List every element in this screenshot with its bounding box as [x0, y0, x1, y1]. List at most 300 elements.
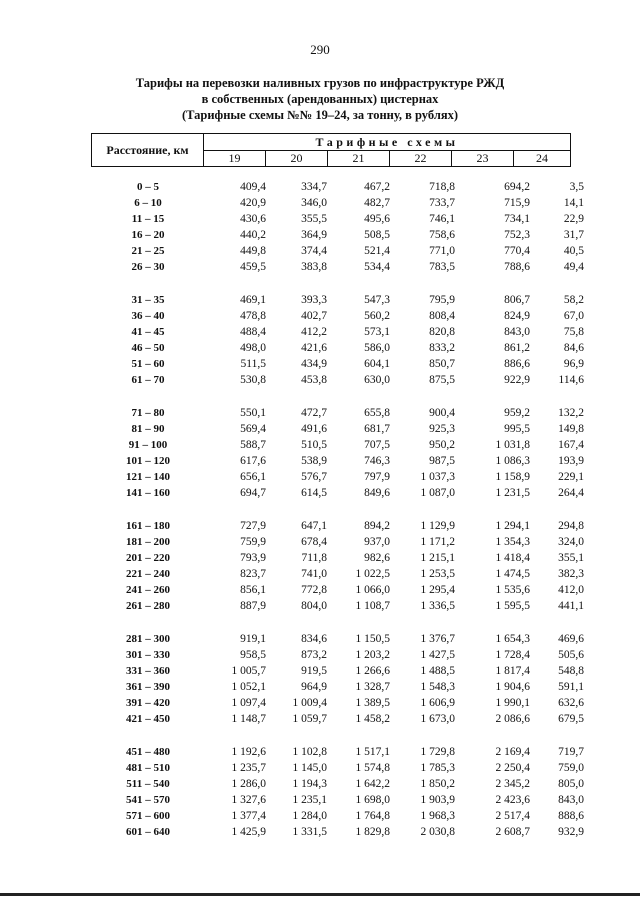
- distance-cell: 331 – 360: [126, 665, 170, 677]
- page-number: 290: [310, 42, 330, 57]
- distance-cell: 101 – 120: [126, 455, 170, 467]
- scheme-23-cell: 2 169,4: [495, 746, 530, 758]
- distance-cell: 0 – 5: [137, 181, 159, 193]
- scheme-19-cell: 694,7: [240, 487, 266, 499]
- scheme-20-cell: 393,3: [301, 294, 327, 306]
- scheme-22-cell: 795,9: [429, 294, 455, 306]
- scheme-19-cell: 1 005,7: [231, 665, 266, 677]
- row-group: [0, 746, 640, 842]
- scheme-20-cell: 1 284,0: [292, 810, 327, 822]
- distance-cell: 71 – 80: [131, 407, 165, 419]
- distance-cell: 391 – 420: [126, 697, 170, 709]
- scheme-21-cell: 1 108,7: [355, 600, 390, 612]
- scheme-24-cell: 193,9: [558, 455, 584, 467]
- scheme-19-cell: 958,5: [240, 649, 266, 661]
- scheme-23-cell: 843,0: [504, 326, 530, 338]
- table-row: [0, 665, 640, 681]
- scheme-20-cell: 412,2: [301, 326, 327, 338]
- distance-cell: 221 – 240: [126, 568, 170, 580]
- scheme-21-cell: 1 066,0: [355, 584, 390, 596]
- distance-cell: 601 – 640: [126, 826, 170, 838]
- scheme-20-cell: 741,0: [301, 568, 327, 580]
- table-row: [0, 455, 640, 471]
- scheme-20-cell: 919,5: [301, 665, 327, 677]
- scheme-20-cell: 1 331,5: [292, 826, 327, 838]
- table-row: [0, 778, 640, 794]
- row-group: [0, 294, 640, 390]
- scheme-22-cell: 1 253,5: [420, 568, 455, 580]
- scheme-20-cell: 834,6: [301, 633, 327, 645]
- scheme-24-cell: 843,0: [558, 794, 584, 806]
- table-row: [0, 407, 640, 423]
- distance-cell: 541 – 570: [126, 794, 170, 806]
- scheme-20-cell: 964,9: [301, 681, 327, 693]
- table-row: [0, 584, 640, 600]
- scheme-21-cell: 630,0: [364, 374, 390, 386]
- scheme-21-cell: 982,6: [364, 552, 390, 564]
- scheme-header: 21: [328, 151, 390, 167]
- scheme-23-cell: 1 474,5: [495, 568, 530, 580]
- table-row: [0, 713, 640, 729]
- scheme-21-cell: 849,6: [364, 487, 390, 499]
- scheme-19-cell: 588,7: [240, 439, 266, 451]
- scheme-19-cell: 1 192,6: [231, 746, 266, 758]
- scheme-24-cell: 3,5: [569, 181, 584, 193]
- scheme-23-cell: 886,6: [504, 358, 530, 370]
- scheme-24-cell: 719,7: [558, 746, 584, 758]
- scheme-22-cell: 1 488,5: [420, 665, 455, 677]
- scheme-20-cell: 491,6: [301, 423, 327, 435]
- scheme-24-cell: 229,1: [558, 471, 584, 483]
- scheme-24-cell: 805,0: [558, 778, 584, 790]
- scheme-22-cell: 987,5: [429, 455, 455, 467]
- scheme-21-cell: 534,4: [364, 261, 390, 273]
- scheme-24-cell: 132,2: [558, 407, 584, 419]
- table-row: [0, 374, 640, 390]
- scheme-23-cell: 2 250,4: [495, 762, 530, 774]
- page-edge-divider: [0, 893, 640, 896]
- scheme-20-cell: 614,5: [301, 487, 327, 499]
- table-body: [0, 181, 640, 859]
- scheme-22-cell: 733,7: [429, 197, 455, 209]
- scheme-21-cell: 1 829,8: [355, 826, 390, 838]
- scheme-24-cell: 149,8: [558, 423, 584, 435]
- scheme-20-cell: 402,7: [301, 310, 327, 322]
- table-row: [0, 681, 640, 697]
- scheme-24-cell: 412,0: [558, 584, 584, 596]
- scheme-23-cell: 1 817,4: [495, 665, 530, 677]
- scheme-24-cell: 167,4: [558, 439, 584, 451]
- scheme-19-cell: 1 052,1: [231, 681, 266, 693]
- scheme-24-cell: 31,7: [563, 229, 584, 241]
- table-row: [0, 310, 640, 326]
- scheme-23-cell: 770,4: [504, 245, 530, 257]
- scheme-20-cell: 364,9: [301, 229, 327, 241]
- scheme-24-cell: 67,0: [563, 310, 584, 322]
- scheme-24-cell: 49,4: [563, 261, 584, 273]
- scheme-22-cell: 718,8: [429, 181, 455, 193]
- scheme-22-cell: 950,2: [429, 439, 455, 451]
- distance-cell: 241 – 260: [126, 584, 170, 596]
- table-row: [0, 810, 640, 826]
- scheme-22-cell: 833,2: [429, 342, 455, 354]
- scheme-19-cell: 823,7: [240, 568, 266, 580]
- scheme-19-cell: 430,6: [240, 213, 266, 225]
- table-row: [0, 746, 640, 762]
- scheme-21-cell: 521,4: [364, 245, 390, 257]
- scheme-23-cell: 2 608,7: [495, 826, 530, 838]
- distance-cell: 161 – 180: [126, 520, 170, 532]
- scheme-20-cell: 472,7: [301, 407, 327, 419]
- scheme-19-cell: 759,9: [240, 536, 266, 548]
- scheme-24-cell: 759,0: [558, 762, 584, 774]
- distance-cell: 41 – 45: [131, 326, 165, 338]
- table-row: [0, 439, 640, 455]
- scheme-19-cell: 617,6: [240, 455, 266, 467]
- scheme-header: 19: [204, 151, 266, 167]
- scheme-header: 23: [452, 151, 514, 167]
- scheme-23-cell: 2 423,6: [495, 794, 530, 806]
- distance-cell: 11 – 15: [131, 213, 165, 225]
- scheme-20-cell: 711,8: [301, 552, 327, 564]
- scheme-24-cell: 632,6: [558, 697, 584, 709]
- scheme-23-cell: 1 595,5: [495, 600, 530, 612]
- scheme-23-cell: 861,2: [504, 342, 530, 354]
- scheme-22-cell: 1 215,1: [420, 552, 455, 564]
- scheme-23-cell: 824,9: [504, 310, 530, 322]
- scheme-23-cell: 734,1: [504, 213, 530, 225]
- table-row: [0, 762, 640, 778]
- scheme-23-cell: 715,9: [504, 197, 530, 209]
- scheme-21-cell: 1 328,7: [355, 681, 390, 693]
- scheme-24-cell: 469,6: [558, 633, 584, 645]
- table-row: [0, 358, 640, 374]
- scheme-22-cell: 1 376,7: [420, 633, 455, 645]
- table-row: [0, 600, 640, 616]
- table-header: [91, 133, 571, 167]
- scheme-23-cell: 1 728,4: [495, 649, 530, 661]
- scheme-24-cell: 591,1: [558, 681, 584, 693]
- distance-cell: 26 – 30: [131, 261, 165, 273]
- scheme-23-cell: 1 904,6: [495, 681, 530, 693]
- table-row: [0, 649, 640, 665]
- scheme-20-cell: 334,7: [301, 181, 327, 193]
- scheme-20-cell: 421,6: [301, 342, 327, 354]
- scheme-20-cell: 538,9: [301, 455, 327, 467]
- scheme-21-cell: 495,6: [364, 213, 390, 225]
- scheme-24-cell: 264,4: [558, 487, 584, 499]
- scheme-23-cell: 1 354,3: [495, 536, 530, 548]
- scheme-22-cell: 900,4: [429, 407, 455, 419]
- scheme-21-cell: 467,2: [364, 181, 390, 193]
- distance-cell: 571 – 600: [126, 810, 170, 822]
- distance-cell: 81 – 90: [131, 423, 165, 435]
- distance-cell: 421 – 450: [126, 713, 170, 725]
- scheme-19-cell: 488,4: [240, 326, 266, 338]
- row-group: [0, 407, 640, 503]
- scheme-19-cell: 793,9: [240, 552, 266, 564]
- scheme-21-cell: 797,9: [364, 471, 390, 483]
- scheme-22-cell: 1 037,3: [420, 471, 455, 483]
- table-row: [0, 471, 640, 487]
- scheme-21-cell: 1 764,8: [355, 810, 390, 822]
- scheme-22-cell: 746,1: [429, 213, 455, 225]
- scheme-24-cell: 40,5: [563, 245, 584, 257]
- scheme-20-cell: 434,9: [301, 358, 327, 370]
- scheme-22-cell: 1 850,2: [420, 778, 455, 790]
- scheme-23-cell: 1 031,8: [495, 439, 530, 451]
- scheme-22-cell: 850,7: [429, 358, 455, 370]
- scheme-23-cell: 2 345,2: [495, 778, 530, 790]
- distance-cell: 6 – 10: [134, 197, 162, 209]
- table-row: [0, 794, 640, 810]
- distance-cell: 301 – 330: [126, 649, 170, 661]
- scheme-22-cell: 875,5: [429, 374, 455, 386]
- scheme-22-cell: 820,8: [429, 326, 455, 338]
- scheme-21-cell: 746,3: [364, 455, 390, 467]
- scheme-20-cell: 383,8: [301, 261, 327, 273]
- table-row: [0, 552, 640, 568]
- scheme-23-cell: 1 158,9: [495, 471, 530, 483]
- scheme-20-cell: 772,8: [301, 584, 327, 596]
- scheme-23-cell: 1 231,5: [495, 487, 530, 499]
- scheme-19-cell: 511,5: [240, 358, 266, 370]
- scheme-19-cell: 1 097,4: [231, 697, 266, 709]
- scheme-22-cell: 808,4: [429, 310, 455, 322]
- distance-cell: 46 – 50: [131, 342, 165, 354]
- scheme-21-cell: 707,5: [364, 439, 390, 451]
- table-row: [0, 213, 640, 229]
- scheme-21-cell: 1 266,6: [355, 665, 390, 677]
- table-row: [0, 568, 640, 584]
- title-line-3: (Тарифные схемы №№ 19–24, за тонну, в рублях): [181, 108, 459, 122]
- scheme-22-cell: 1 606,9: [420, 697, 455, 709]
- table-row: [0, 197, 640, 213]
- scheme-19-cell: 478,8: [240, 310, 266, 322]
- scheme-22-cell: 1 336,5: [420, 600, 455, 612]
- distance-cell: 451 – 480: [126, 746, 170, 758]
- scheme-19-cell: 856,1: [240, 584, 266, 596]
- scheme-header: 24: [514, 151, 571, 167]
- distance-cell: 201 – 220: [126, 552, 170, 564]
- table-row: [0, 342, 640, 358]
- title-line-1: Тарифы на перевозки наливных грузов по инфраструктуре РЖД: [135, 76, 505, 90]
- scheme-19-cell: 469,1: [240, 294, 266, 306]
- scheme-19-cell: 727,9: [240, 520, 266, 532]
- scheme-22-cell: 771,0: [429, 245, 455, 257]
- distance-cell: 361 – 390: [126, 681, 170, 693]
- table-row: [0, 423, 640, 439]
- scheme-21-cell: 586,0: [364, 342, 390, 354]
- scheme-20-cell: 453,8: [301, 374, 327, 386]
- table-row: [0, 294, 640, 310]
- scheme-20-cell: 1 145,0: [292, 762, 327, 774]
- scheme-21-cell: 573,1: [364, 326, 390, 338]
- scheme-24-cell: 58,2: [563, 294, 584, 306]
- row-group: [0, 520, 640, 616]
- scheme-24-cell: 505,6: [558, 649, 584, 661]
- scheme-23-cell: 1 418,4: [495, 552, 530, 564]
- table-row: [0, 261, 640, 277]
- scheme-header: 22: [390, 151, 452, 167]
- scheme-19-cell: 919,1: [240, 633, 266, 645]
- scheme-19-cell: 420,9: [240, 197, 266, 209]
- distance-cell: 31 – 35: [131, 294, 165, 306]
- scheme-23-cell: 1 990,1: [495, 697, 530, 709]
- distance-cell: 36 – 40: [131, 310, 165, 322]
- scheme-24-cell: 355,1: [558, 552, 584, 564]
- scheme-19-cell: 656,1: [240, 471, 266, 483]
- table-row: [0, 487, 640, 503]
- scheme-20-cell: 576,7: [301, 471, 327, 483]
- scheme-20-cell: 1 059,7: [292, 713, 327, 725]
- distance-header: Расстояние, км: [92, 134, 204, 167]
- distance-cell: 141 – 160: [126, 487, 170, 499]
- tariff-schemes-header: Тарифные схемы: [204, 134, 571, 151]
- scheme-24-cell: 441,1: [558, 600, 584, 612]
- scheme-24-cell: 84,6: [563, 342, 584, 354]
- table-row: [0, 245, 640, 261]
- scheme-24-cell: 294,8: [558, 520, 584, 532]
- scheme-23-cell: 922,9: [504, 374, 530, 386]
- scheme-20-cell: 510,5: [301, 439, 327, 451]
- distance-cell: 261 – 280: [126, 600, 170, 612]
- scheme-21-cell: 1 022,5: [355, 568, 390, 580]
- distance-cell: 61 – 70: [131, 374, 165, 386]
- scheme-20-cell: 374,4: [301, 245, 327, 257]
- scheme-24-cell: 888,6: [558, 810, 584, 822]
- scheme-23-cell: 1 294,1: [495, 520, 530, 532]
- scheme-21-cell: 655,8: [364, 407, 390, 419]
- scheme-19-cell: 409,4: [240, 181, 266, 193]
- scheme-19-cell: 1 425,9: [231, 826, 266, 838]
- scheme-22-cell: 1 673,0: [420, 713, 455, 725]
- scheme-19-cell: 1 235,7: [231, 762, 266, 774]
- table-row: [0, 536, 640, 552]
- scheme-23-cell: 1 654,3: [495, 633, 530, 645]
- scheme-23-cell: 2 517,4: [495, 810, 530, 822]
- scheme-23-cell: 752,3: [504, 229, 530, 241]
- scheme-20-cell: 1 009,4: [292, 697, 327, 709]
- distance-cell: 91 – 100: [128, 439, 168, 451]
- scheme-24-cell: 679,5: [558, 713, 584, 725]
- scheme-19-cell: 498,0: [240, 342, 266, 354]
- scheme-23-cell: 1 535,6: [495, 584, 530, 596]
- scheme-21-cell: 1 203,2: [355, 649, 390, 661]
- scheme-22-cell: 1 171,2: [420, 536, 455, 548]
- distance-cell: 181 – 200: [126, 536, 170, 548]
- scheme-20-cell: 1 102,8: [292, 746, 327, 758]
- distance-cell: 281 – 300: [126, 633, 170, 645]
- scheme-21-cell: 508,5: [364, 229, 390, 241]
- scheme-22-cell: 758,6: [429, 229, 455, 241]
- scheme-24-cell: 22,9: [563, 213, 584, 225]
- scheme-22-cell: 783,5: [429, 261, 455, 273]
- distance-cell: 51 – 60: [131, 358, 165, 370]
- scheme-21-cell: 1 389,5: [355, 697, 390, 709]
- scheme-21-cell: 482,7: [364, 197, 390, 209]
- table-row: [0, 181, 640, 197]
- distance-cell: 481 – 510: [126, 762, 170, 774]
- scheme-20-cell: 1 194,3: [292, 778, 327, 790]
- scheme-22-cell: 1 087,0: [420, 487, 455, 499]
- distance-cell: 21 – 25: [131, 245, 165, 257]
- scheme-20-cell: 1 235,1: [292, 794, 327, 806]
- scheme-20-cell: 678,4: [301, 536, 327, 548]
- scheme-22-cell: 2 030,8: [420, 826, 455, 838]
- scheme-21-cell: 937,0: [364, 536, 390, 548]
- scheme-22-cell: 1 729,8: [420, 746, 455, 758]
- scheme-21-cell: 1 517,1: [355, 746, 390, 758]
- scheme-20-cell: 346,0: [301, 197, 327, 209]
- scheme-22-cell: 1 427,5: [420, 649, 455, 661]
- distance-cell: 16 – 20: [131, 229, 165, 241]
- scheme-19-cell: 569,4: [240, 423, 266, 435]
- scheme-24-cell: 932,9: [558, 826, 584, 838]
- scheme-19-cell: 550,1: [240, 407, 266, 419]
- scheme-24-cell: 114,6: [558, 374, 584, 386]
- scheme-21-cell: 681,7: [364, 423, 390, 435]
- scheme-23-cell: 694,2: [504, 181, 530, 193]
- scheme-21-cell: 604,1: [364, 358, 390, 370]
- scheme-22-cell: 1 903,9: [420, 794, 455, 806]
- distance-cell: 511 – 540: [126, 778, 170, 790]
- scheme-22-cell: 1 785,3: [420, 762, 455, 774]
- table-row: [0, 697, 640, 713]
- scheme-23-cell: 959,2: [504, 407, 530, 419]
- scheme-23-cell: 806,7: [504, 294, 530, 306]
- scheme-21-cell: 547,3: [364, 294, 390, 306]
- scheme-20-cell: 647,1: [301, 520, 327, 532]
- scheme-19-cell: 440,2: [240, 229, 266, 241]
- scheme-20-cell: 355,5: [301, 213, 327, 225]
- table-row: [0, 229, 640, 245]
- scheme-21-cell: 1 458,2: [355, 713, 390, 725]
- scheme-24-cell: 96,9: [563, 358, 584, 370]
- table-row: [0, 633, 640, 649]
- scheme-23-cell: 1 086,3: [495, 455, 530, 467]
- scheme-24-cell: 14,1: [563, 197, 584, 209]
- scheme-19-cell: 1 327,6: [231, 794, 266, 806]
- scheme-22-cell: 1 968,3: [420, 810, 455, 822]
- scheme-19-cell: 449,8: [240, 245, 266, 257]
- scheme-21-cell: 1 574,8: [355, 762, 390, 774]
- table-row: [0, 520, 640, 536]
- scheme-19-cell: 1 286,0: [231, 778, 266, 790]
- scheme-19-cell: 1 377,4: [231, 810, 266, 822]
- scheme-19-cell: 530,8: [240, 374, 266, 386]
- row-group: [0, 181, 640, 277]
- scheme-24-cell: 548,8: [558, 665, 584, 677]
- document-title: [0, 75, 640, 123]
- scheme-21-cell: 1 698,0: [355, 794, 390, 806]
- scheme-20-cell: 804,0: [301, 600, 327, 612]
- scheme-20-cell: 873,2: [301, 649, 327, 661]
- scheme-21-cell: 1 642,2: [355, 778, 390, 790]
- scheme-22-cell: 1 295,4: [420, 584, 455, 596]
- scheme-19-cell: 887,9: [240, 600, 266, 612]
- scheme-19-cell: 459,5: [240, 261, 266, 273]
- scheme-22-cell: 1 548,3: [420, 681, 455, 693]
- scheme-24-cell: 75,8: [563, 326, 584, 338]
- title-line-2: в собственных (арендованных) цистернах: [201, 92, 439, 106]
- scheme-23-cell: 995,5: [504, 423, 530, 435]
- scheme-21-cell: 560,2: [364, 310, 390, 322]
- scheme-22-cell: 1 129,9: [420, 520, 455, 532]
- scheme-23-cell: 2 086,6: [495, 713, 530, 725]
- distance-cell: 121 – 140: [126, 471, 170, 483]
- table-row: [0, 326, 640, 342]
